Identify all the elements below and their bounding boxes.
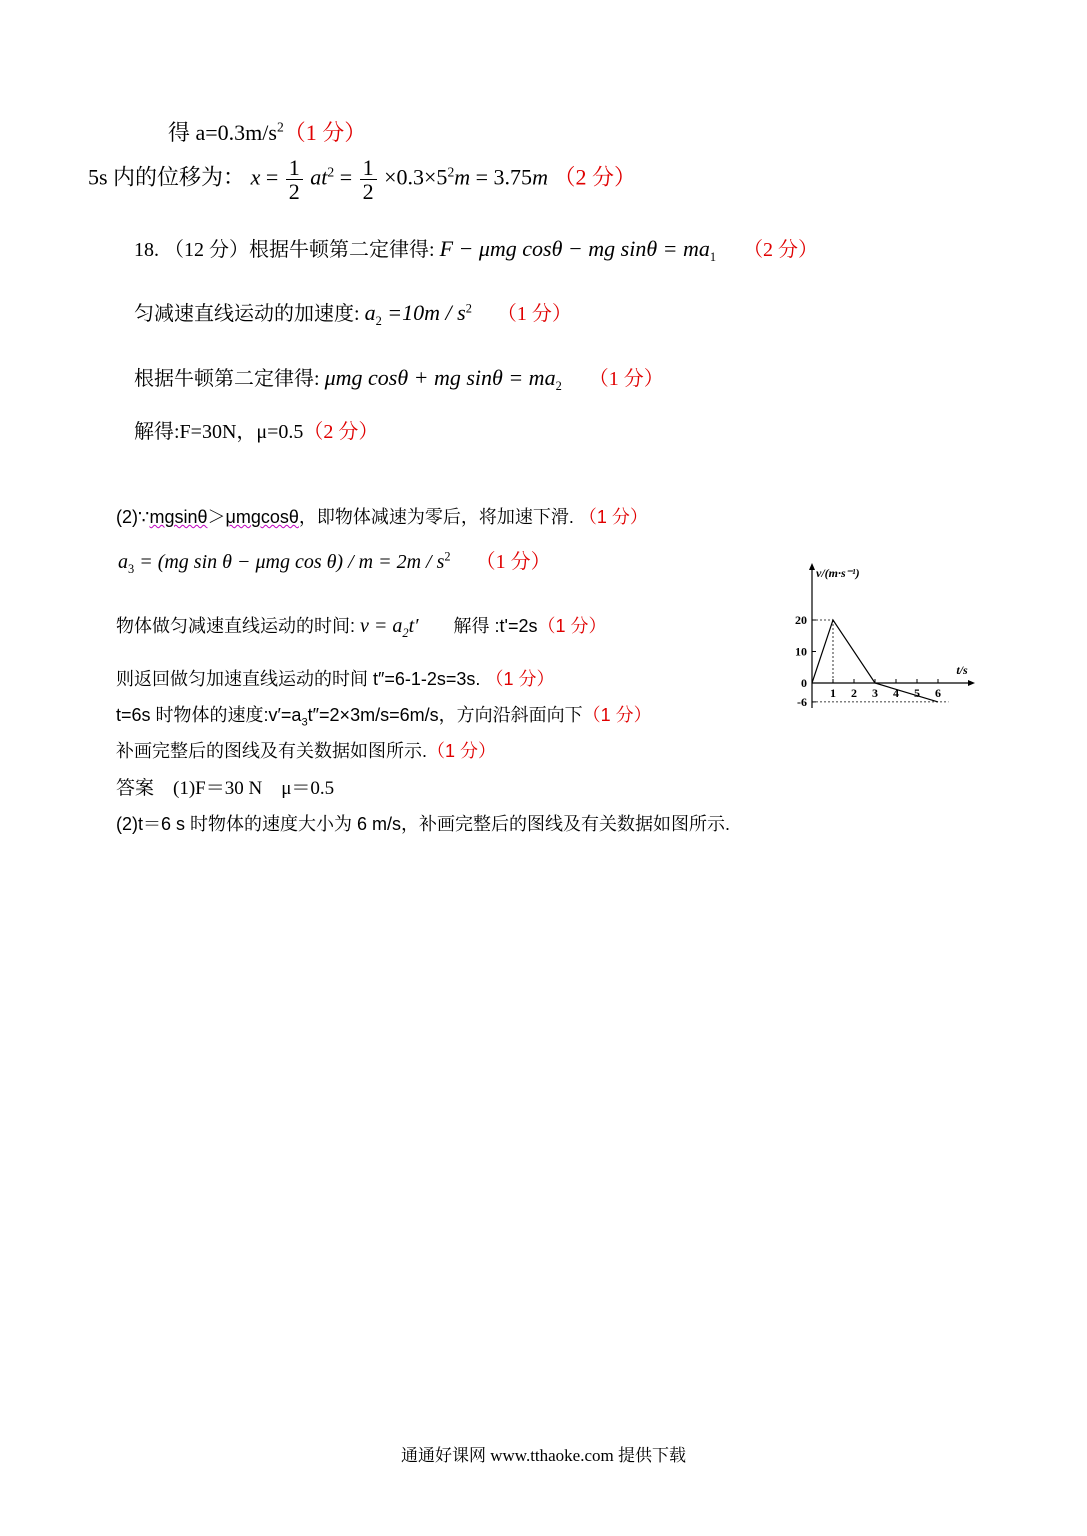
x-tick-label: 6 — [935, 686, 941, 700]
x-tick-label: 3 — [872, 686, 878, 700]
formula-part: a — [364, 300, 376, 325]
subscript: 3 — [301, 716, 308, 729]
score-label: （1 分） — [578, 507, 648, 527]
y-tick-label: 10 — [795, 644, 807, 659]
formula-part: ×0.3×5 — [384, 164, 448, 190]
part-label: (2)∵ — [116, 507, 150, 527]
score-label: （2 分） — [743, 239, 819, 261]
score-label: （1 分） — [475, 551, 551, 573]
formula-part: = — [260, 164, 284, 190]
a3-formula: = (mg sin θ − μmg cos θ) / m = 2m / s — [134, 551, 445, 573]
line-solution — [134, 422, 378, 442]
deceleration-text: 匀减速直线运动的加速度: — [134, 303, 365, 325]
velocity-text: t″=2×3m/s=6m/s，方向沿斜面向下 — [307, 705, 583, 725]
superscript: 2 — [444, 549, 451, 564]
formula-part: x — [250, 164, 261, 190]
y-axis-arrow — [809, 563, 815, 570]
score-label: （1 分） — [427, 741, 497, 761]
superscript: 2 — [276, 119, 284, 135]
line-a3 — [118, 549, 551, 576]
line-displacement — [88, 156, 636, 203]
superscript: 2 — [447, 164, 455, 180]
question-text: 根据牛顿第二定律得: — [249, 239, 440, 261]
velocity-time-chart — [790, 560, 980, 710]
score-label: （1 分） — [283, 120, 367, 145]
line-newton-second — [134, 365, 664, 393]
line-answer — [116, 779, 334, 798]
subscript: 3 — [128, 562, 135, 576]
fraction — [286, 156, 303, 203]
score-label: （1 分） — [582, 705, 652, 725]
line-question-18 — [134, 236, 819, 264]
subscript: 2 — [402, 626, 409, 640]
x-axis-arrow — [968, 680, 975, 686]
formula-part: =10m / s — [381, 300, 466, 325]
x-tick-label: 5 — [914, 686, 920, 700]
comparison-sign: ＞ — [207, 507, 226, 527]
line-velocity — [116, 705, 652, 729]
score-label: （1 分） — [588, 368, 664, 390]
formula-part: at — [310, 164, 328, 190]
line-acceleration — [168, 119, 367, 145]
formula-part: = 3.75 — [470, 164, 533, 190]
solution-text: 解得:F=30N，μ=0.5 — [134, 421, 304, 443]
y-tick-label: -6 — [797, 694, 807, 709]
formula-part: v = a — [360, 615, 403, 637]
score-label: （1 分） — [485, 669, 555, 689]
fraction — [360, 156, 377, 203]
newton-formula: μmg cosθ + mg sinθ = ma — [324, 365, 556, 390]
line-deceleration — [134, 300, 572, 328]
time-text: 物体做匀减速直线运动的时间: — [116, 616, 361, 636]
answer-text: 答案 (1)F＝30 N μ＝0.5 — [116, 778, 335, 799]
x-tick-label: 4 — [893, 686, 899, 700]
line-time — [116, 615, 607, 640]
acceleration-text: 得 a=0.3m/s — [168, 120, 277, 145]
line-return-time — [116, 670, 554, 688]
subscript: 2 — [375, 314, 382, 328]
subscript: 2 — [555, 379, 562, 393]
velocity-text: t=6s 时物体的速度:v′=a — [116, 705, 302, 725]
y-tick-label: 0 — [801, 676, 807, 690]
score-label: （2 分） — [553, 164, 636, 190]
graph-note-text: 补画完整后的图线及有关数据如图所示. — [116, 741, 427, 761]
line-part-2 — [116, 508, 648, 526]
question-number: 18. — [134, 239, 159, 261]
formula-part: m — [532, 164, 548, 190]
line-answer-2 — [116, 815, 730, 833]
fraction-denominator: 2 — [288, 179, 300, 205]
answer-2-text: (2)t＝6 s 时物体的速度大小为 6 m/s，补画完整后的图线及有关数据如图所示. — [116, 814, 731, 834]
newton-formula: F − μmg cosθ − mg sinθ = ma — [439, 236, 710, 261]
formula-part: m — [454, 164, 471, 190]
solve-text: 解得 :t'=2s — [453, 616, 538, 636]
underlined-term: μmgcosθ — [225, 507, 299, 527]
underlined-term: mgsinθ — [149, 507, 208, 527]
return-time-text: 则返回做匀加速直线运动的时间 t″=6-1-2s=3s. — [116, 669, 481, 689]
y-axis-label: v/(m·s⁻¹) — [816, 566, 860, 580]
fraction-denominator: 2 — [362, 179, 374, 205]
subscript: 1 — [709, 250, 717, 264]
formula-part: t′ — [408, 615, 419, 637]
x-tick-label: 1 — [830, 686, 836, 700]
line-graph-note — [116, 742, 496, 760]
footer: 通通好课网 www.tthaoke.com 提供下载 — [400, 1446, 687, 1465]
superscript: 2 — [327, 164, 335, 180]
score-label: （1 分） — [537, 616, 607, 636]
part-text: ，即物体减速为零后，将加速下滑. — [298, 507, 574, 527]
fraction-numerator: 1 — [360, 156, 377, 180]
formula-part: a — [118, 551, 128, 573]
displacement-text: 5s 内的位移为： — [88, 164, 246, 190]
question-points: （12 分） — [164, 239, 249, 261]
x-tick-label: 2 — [851, 686, 857, 700]
fraction-numerator: 1 — [286, 156, 303, 180]
score-label: （1 分） — [496, 303, 572, 325]
formula-part: = — [334, 164, 358, 190]
superscript: 2 — [465, 301, 472, 316]
newton-text: 根据牛顿第二定律得: — [134, 368, 325, 390]
x-axis-label: t/s — [956, 663, 968, 677]
y-tick-label: 20 — [795, 613, 807, 627]
score-label: （2 分） — [303, 421, 379, 443]
